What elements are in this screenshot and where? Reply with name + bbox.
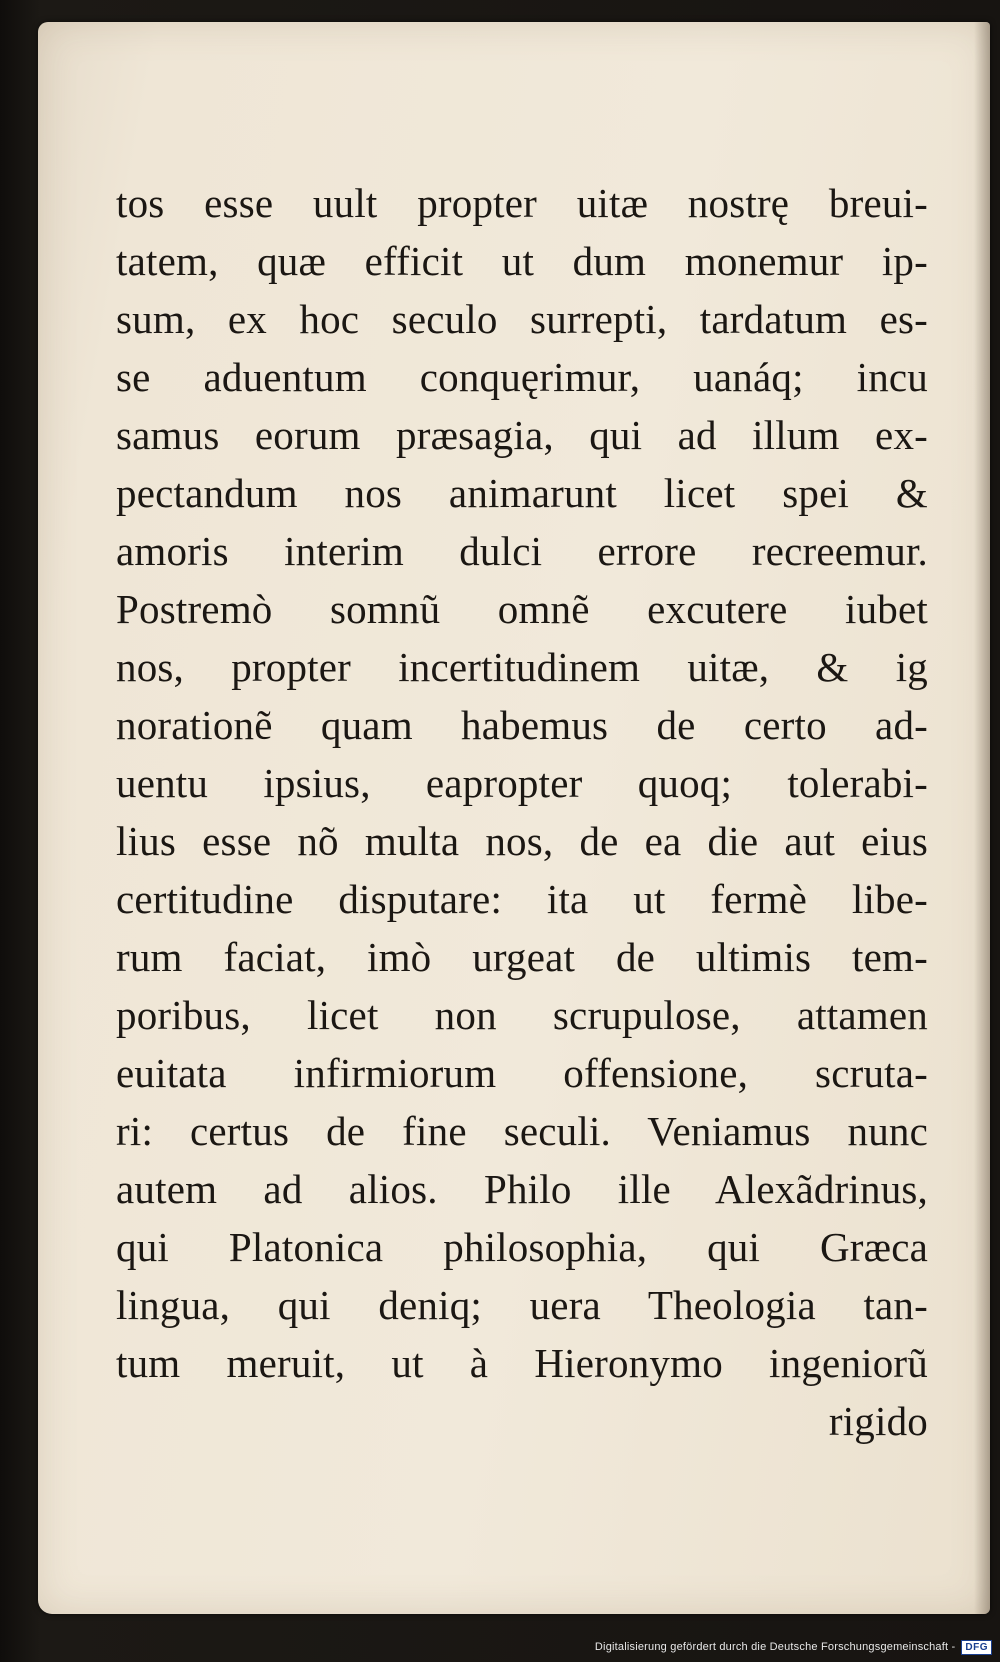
text-line: certitudine disputare: ita ut fermè libe-	[116, 876, 928, 922]
page-text	[116, 174, 928, 1450]
text-line: norationẽ quam habemus de certo ad-	[116, 702, 928, 748]
digitization-footer	[0, 1632, 1000, 1662]
text-line: pectandum nos animarunt licet spei &	[116, 470, 928, 516]
text-line: amoris interim dulci errore recreemur.	[116, 528, 928, 574]
catchword: rigido	[828, 1398, 928, 1444]
text-line: euitata infirmiorum offensione, scruta-	[116, 1050, 928, 1096]
text-line: sum, ex hoc seculo surrepti, tardatum es-	[116, 296, 928, 342]
text-line: autem ad alios. Philo ille Alexãdrinus,	[116, 1166, 928, 1212]
funding-credit: Digitalisierung gefördert durch die Deutsche Forschungsgemeinschaft -	[594, 1641, 956, 1653]
text-line: tatem, quæ efficit ut dum monemur ip-	[116, 238, 928, 284]
text-line: qui Platonica philosophia, qui Græca	[116, 1224, 928, 1270]
text-line: se aduentum conquęrimur, uanáq; incu	[116, 354, 928, 400]
text-line: lius esse nõ multa nos, de ea die aut eius	[116, 818, 928, 864]
text-line: Postremò somnũ omnẽ excutere iubet	[116, 586, 928, 632]
text-line: samus eorum præsagia, qui ad illum ex-	[116, 412, 928, 458]
text-line: poribus, licet non scrupulose, attamen	[116, 992, 928, 1038]
text-line: tum meruit, ut à Hieronymo ingeniorũ	[116, 1340, 928, 1386]
text-line: rum faciat, imò urgeat de ultimis tem-	[116, 934, 928, 980]
text-line: nos, propter incertitudinem uitæ, & ig	[116, 644, 928, 690]
text-line: uentu ipsius, eapropter quoq; tolerabi-	[116, 760, 928, 806]
dfg-logo-icon: DFG	[961, 1640, 992, 1655]
text-line: ri: certus de fine seculi. Veniamus nunc	[116, 1108, 928, 1154]
text-line: tos esse uult propter uitæ nostrę breui-	[116, 180, 928, 226]
page-edge-shadow	[974, 22, 990, 1614]
book-page	[38, 22, 990, 1614]
text-line: lingua, qui deniq; uera Theologia tan-	[116, 1282, 928, 1328]
